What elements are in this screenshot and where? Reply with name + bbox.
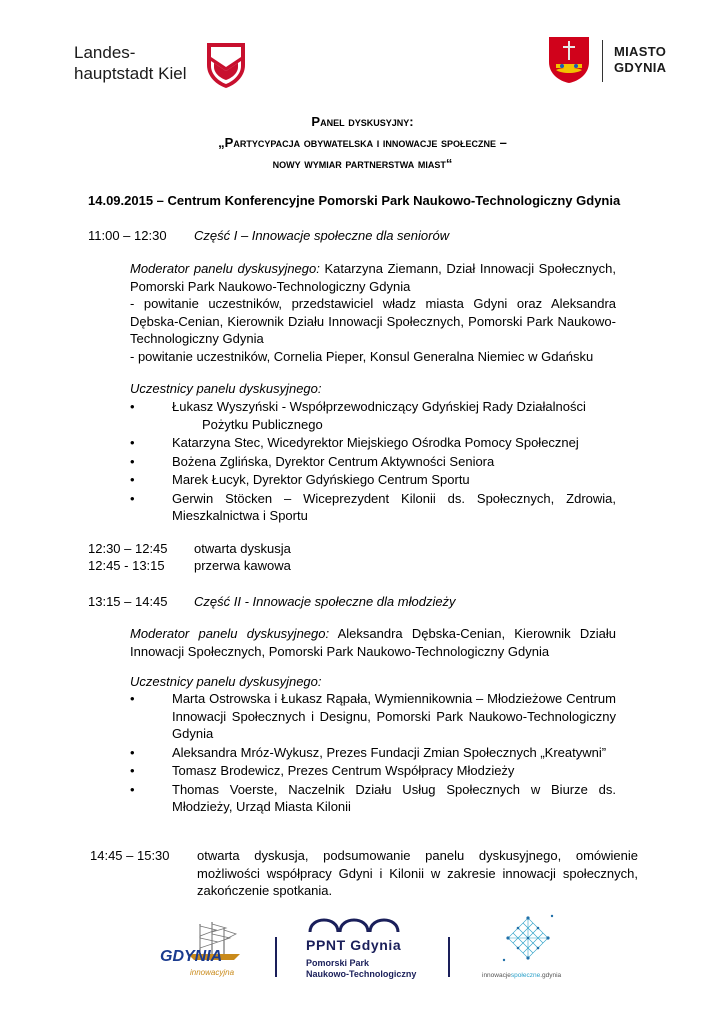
inno-b: społeczne bbox=[510, 972, 541, 979]
innowacje-spoleczne-logo bbox=[482, 910, 572, 984]
innowacje-spoleczne-text bbox=[482, 972, 561, 979]
kiel-line1: Landes- bbox=[74, 43, 136, 62]
list-item: • Gerwin Stöcken – Wiceprezydent Kilonii ds. Społecznych, Zdrowia, Mieszkalnictwa i Sportu bbox=[130, 490, 616, 525]
list-item: • Tomasz Brodewicz, Prezes Centrum Współpracy Młodzieży bbox=[130, 762, 616, 780]
part1-title: Część I – Innowacje społeczne dla seniorów bbox=[194, 228, 450, 243]
ppnt-logo bbox=[306, 912, 426, 984]
break2-row bbox=[88, 558, 291, 573]
gdynia-innowacyjna-logo bbox=[160, 920, 250, 982]
list-item: • Bożena Zglińska, Dyrektor Centrum Aktywności Seniora bbox=[130, 453, 616, 471]
list-item: • Marek Łucyk, Dyrektor Gdyńskiego Centrum Sportu bbox=[130, 471, 616, 489]
footer-divider-1 bbox=[275, 937, 277, 977]
part1-participants-list bbox=[130, 398, 616, 526]
ppnt-arches-icon bbox=[306, 912, 416, 934]
list-item: • Łukasz Wyszyński - Współprzewodniczący Gdyńskiej Rady Działalności Pożytku Publicznego bbox=[130, 398, 616, 433]
title-line3: nowy wymiar partnerstwa miast“ bbox=[272, 156, 453, 171]
ppnt-sub2: Naukowo-Technologiczny bbox=[306, 969, 417, 979]
title-line1: Panel dyskusyjny: bbox=[311, 114, 414, 129]
gdynia-sub: innowacyjna bbox=[190, 968, 235, 977]
gdynia-word: GDYNIA bbox=[160, 948, 223, 965]
part1-time: 11:00 – 12:30 bbox=[88, 228, 167, 243]
list-item: • Katarzyna Stec, Wicedyrektor Miejskiego Ośrodka Pomocy Społecznej bbox=[130, 434, 616, 452]
part1-moderator bbox=[130, 260, 616, 295]
part1-participants-label: Uczestnicy panelu dyskusyjnego: bbox=[130, 381, 322, 396]
break2-label: przerwa kawowa bbox=[194, 558, 291, 573]
closing-text: otwarta dyskusja, podsumowanie panelu dyskusyjnego, omówienie możliwości współpracy Gdyni i Kilonii w zakresie innowacji społecznych, zakończenie spotkania. bbox=[197, 848, 638, 898]
break1-label: otwarta dyskusja bbox=[194, 541, 291, 556]
part1-welcome1: - powitanie uczestników, przedstawiciel władz miasta Gdyni oraz Aleksandra Dębska-Cenian, Kierownik Działu Innowacji Społecznych, Pomorski Park Naukowo-Technologiczny Gdynia bbox=[130, 296, 616, 346]
kiel-logo-text bbox=[74, 42, 186, 84]
gdynia-line1: MIASTO bbox=[614, 44, 667, 59]
part2-moderator bbox=[130, 625, 616, 660]
part2-title: Część II - Innowacje społeczne dla młodzieży bbox=[194, 594, 456, 609]
part2-moderator-text: Aleksandra Dębska-Cenian, Kierownik Działu Innowacji Społecznych, Pomorski Park Naukowo-Technologiczny Gdynia bbox=[130, 626, 616, 659]
part2-row bbox=[88, 594, 456, 609]
footer-divider-2 bbox=[448, 937, 450, 977]
closing-time: 14:45 – 15:30 bbox=[90, 848, 170, 863]
list-item: • Marta Ostrowska i Łukasz Rąpała, Wymiennikownia – Młodzieżowe Centrum Innowacji Społecznych i Designu, Pomorski Park Naukowo-Technologiczny Gdynia bbox=[130, 690, 616, 743]
ppnt-title: PPNT Gdynia bbox=[306, 937, 402, 953]
part2-participants-list bbox=[130, 690, 616, 817]
ppnt-sub1: Pomorski Park bbox=[306, 958, 370, 968]
title-line2: „Partycypacja obywatelska i innowacje społeczne – bbox=[218, 135, 507, 150]
gdynia-line2: GDYNIA bbox=[614, 60, 667, 75]
part2-time: 13:15 – 14:45 bbox=[88, 594, 168, 609]
list-item: • Aleksandra Mróz-Wykusz, Prezes Fundacji Zmian Społecznych „Kreatywni” bbox=[130, 744, 616, 762]
part1-welcome2: - powitanie uczestników, Cornelia Pieper, Konsul Generalna Niemiec w Gdańsku bbox=[130, 349, 594, 364]
list-item: • Thomas Voerste, Naczelnik Działu Usług Społecznych w Biurze ds. Młodzieży, Urząd Miasta Kilonii bbox=[130, 781, 616, 816]
inno-c: .gdynia bbox=[540, 972, 562, 979]
kiel-line2: hauptstadt Kiel bbox=[74, 64, 187, 83]
network-icon bbox=[498, 910, 558, 966]
part1-moderator-label: Moderator panelu dyskusyjnego: bbox=[130, 261, 320, 276]
closing-row bbox=[90, 847, 638, 900]
part1-moderator-text: Katarzyna Ziemann, Dział Innowacji Społecznych, Pomorski Park Naukowo-Technologiczny Gdynia bbox=[130, 261, 617, 294]
header-divider bbox=[602, 40, 603, 82]
part2-moderator-label: Moderator panelu dyskusyjnego: bbox=[130, 626, 330, 641]
gdynia-coat-of-arms-icon bbox=[548, 36, 590, 84]
inno-a: innowacje bbox=[482, 972, 511, 979]
part2-participants-label: Uczestnicy panelu dyskusyjnego: bbox=[130, 674, 322, 689]
kiel-coat-of-arms-icon bbox=[205, 41, 247, 89]
event-date-venue: 14.09.2015 – Centrum Konferencyjne Pomorski Park Naukowo-Technologiczny Gdynia bbox=[88, 193, 621, 208]
gdynia-logo-text bbox=[614, 44, 666, 76]
part1-row bbox=[88, 228, 449, 243]
break2-time: 12:45 - 13:15 bbox=[88, 558, 165, 573]
break1-time: 12:30 – 12:45 bbox=[88, 541, 168, 556]
break1-row bbox=[88, 541, 291, 556]
